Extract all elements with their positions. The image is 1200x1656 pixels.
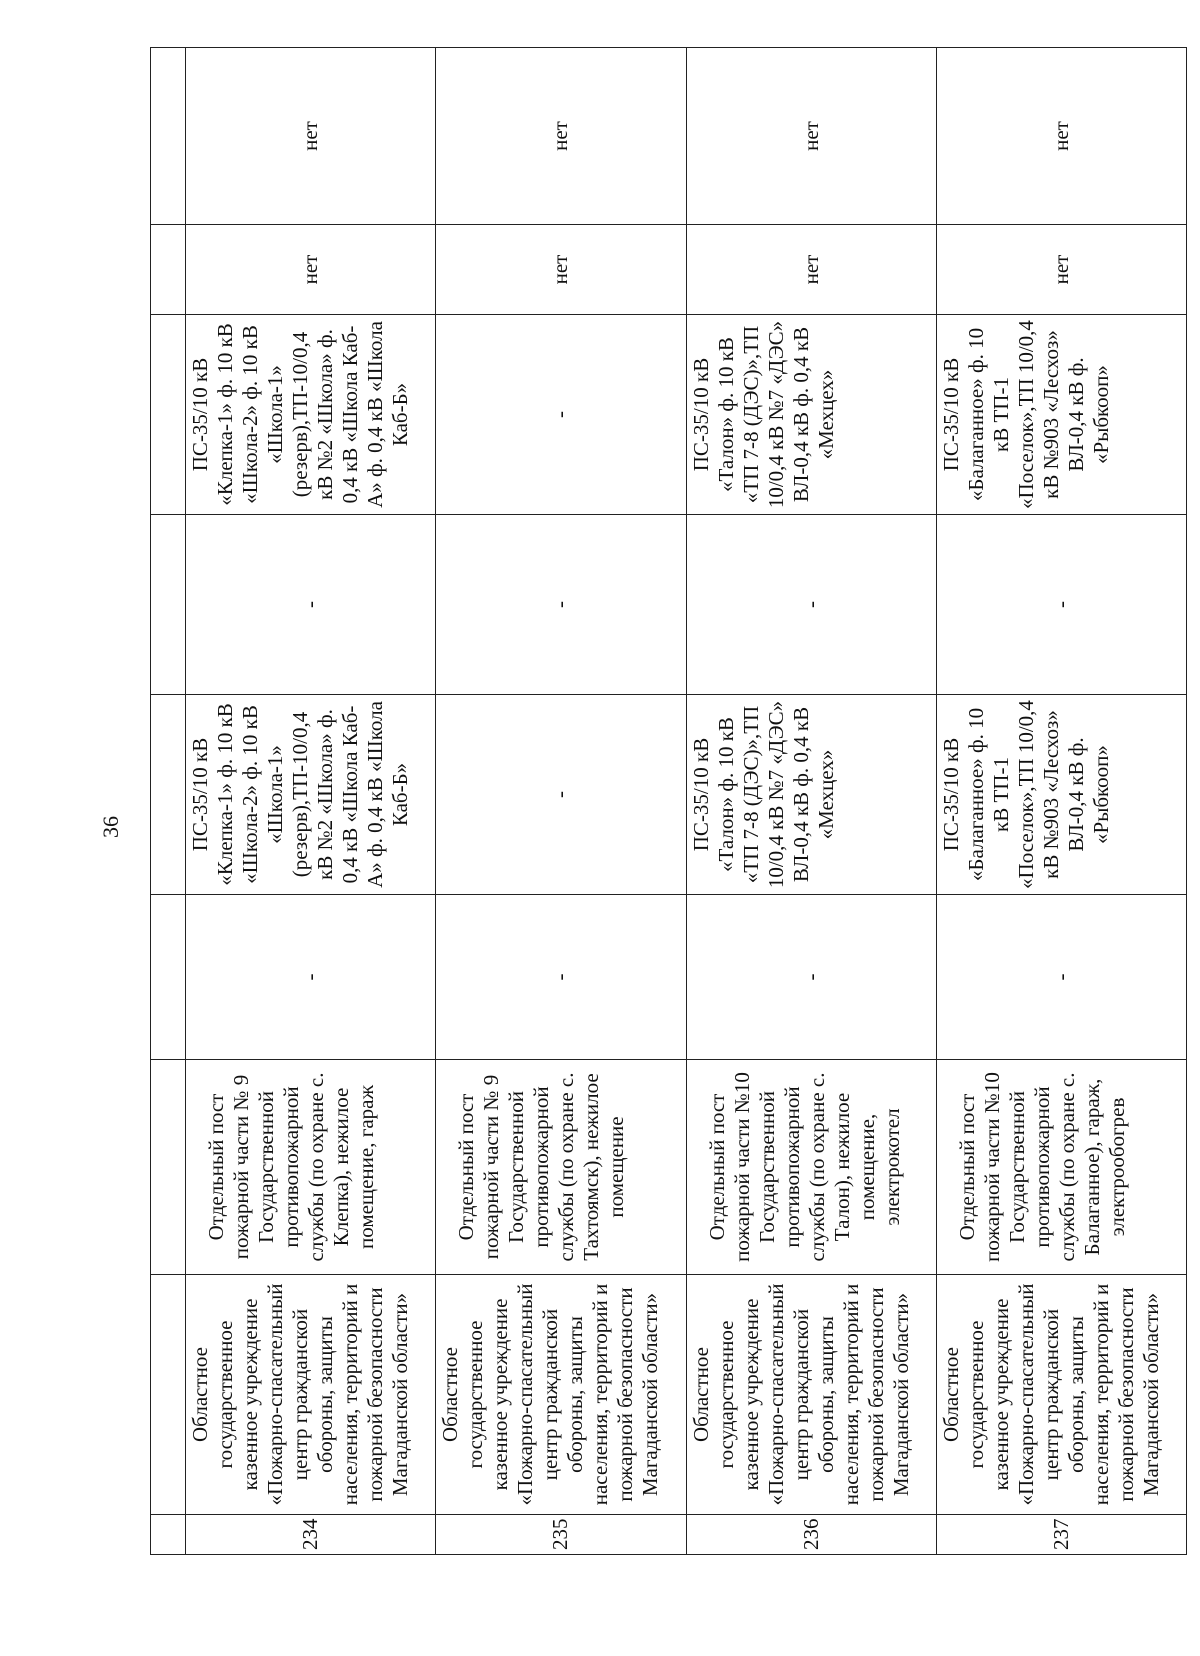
dash-cell: -	[936, 895, 1186, 1060]
net-cell: нет	[686, 48, 936, 225]
table-row	[436, 48, 686, 1555]
header-cell	[151, 1515, 186, 1555]
organization-cell: Областное государственное казенное учреждение «Пожарно-спасательный центр гражданской обороны, защиты населения, территорий и пожарной безопасности Магаданской области»	[436, 1275, 686, 1515]
power-source-cell: ПС-35/10 кВ «Клепка-1» ф. 10 кВ «Школа-2» ф. 10 кВ «Школа-1» (резерв),ТП-10/0,4 кВ №2 «Школа» ф. 0,4 кВ «Школа Каб-А» ф. 0,4 кВ «Школа Каб-Б»	[186, 315, 436, 515]
table-row	[686, 48, 936, 1555]
dash-cell: -	[686, 895, 936, 1060]
dash-cell: -	[186, 515, 436, 695]
header-cell	[151, 1275, 186, 1515]
object-cell: Отдельный пост пожарной части № 9 Государственной противопожарной службы (по охране с. Клепка), нежилое помещение, гараж	[186, 1060, 436, 1275]
net-cell: нет	[436, 48, 686, 225]
dash-cell: -	[936, 515, 1186, 695]
header-cell	[151, 315, 186, 515]
object-cell: Отдельный пост пожарной части №10 Государственной противопожарной службы (по охране с. Талон), нежилое помещение, электрокотел	[686, 1060, 936, 1275]
net-cell: нет	[936, 225, 1186, 315]
power-source-cell: ПС-35/10 кВ «Балаганное» ф. 10 кВ ТП-1 «Поселок»,ТП 10/0,4 кВ №903 «Лесхоз» ВЛ-0,4 кВ ф. «Рыбкооп»	[936, 315, 1186, 515]
header-cell	[151, 48, 186, 225]
net-cell: нет	[936, 48, 1186, 225]
row-number: 237	[936, 1515, 1186, 1555]
dash-cell: -	[686, 515, 936, 695]
object-cell: Отдельный пост пожарной части № 9 Государственной противопожарной службы (по охране с. Тахтоямск), нежилое помещение	[436, 1060, 686, 1275]
row-number: 234	[186, 1515, 436, 1555]
table-body	[151, 48, 1187, 1555]
net-cell: нет	[686, 225, 936, 315]
dash-cell: -	[186, 895, 436, 1060]
power-source-cell: -	[436, 695, 686, 895]
object-cell: Отдельный пост пожарной части №10 Государственной противопожарной службы (по охране с. Балаганное), гараж, электрообогрев	[936, 1060, 1186, 1275]
net-cell: нет	[436, 225, 686, 315]
header-cell	[151, 695, 186, 895]
header-cell	[151, 895, 186, 1060]
net-cell: нет	[186, 225, 436, 315]
power-source-cell: ПС-35/10 кВ «Балаганное» ф. 10 кВ ТП-1 «Поселок»,ТП 10/0,4 кВ №903 «Лесхоз» ВЛ-0,4 кВ ф. «Рыбкооп»	[936, 695, 1186, 895]
power-source-cell: ПС-35/10 кВ «Клепка-1» ф. 10 кВ «Школа-2» ф. 10 кВ «Школа-1» (резерв),ТП-10/0,4 кВ №2 «Школа» ф. 0,4 кВ «Школа Каб-А» ф. 0,4 кВ «Школа Каб-Б»	[186, 695, 436, 895]
data-table	[150, 47, 1187, 1555]
organization-cell: Областное государственное казенное учреждение «Пожарно-спасательный центр гражданской обороны, защиты населения, территорий и пожарной безопасности Магаданской области»	[186, 1275, 436, 1515]
header-cell	[151, 225, 186, 315]
power-source-cell: -	[436, 315, 686, 515]
power-source-cell: ПС-35/10 кВ «Талон» ф. 10 кВ «ТП 7-8 (ДЭС)»,ТП 10/0,4 кВ №7 «ДЭС» ВЛ-0,4 кВ ф. 0,4 кВ «Мехцех»	[686, 695, 936, 895]
table-row	[936, 48, 1186, 1555]
table-row	[186, 48, 436, 1555]
organization-cell: Областное государственное казенное учреждение «Пожарно-спасательный центр гражданской обороны, защиты населения, территорий и пожарной безопасности Магаданской области»	[936, 1275, 1186, 1515]
rotated-table-wrapper	[150, 48, 1187, 1555]
row-number: 235	[436, 1515, 686, 1555]
table-header-row	[151, 48, 186, 1555]
net-cell: нет	[186, 48, 436, 225]
row-number: 236	[686, 1515, 936, 1555]
dash-cell: -	[436, 515, 686, 695]
organization-cell: Областное государственное казенное учреждение «Пожарно-спасательный центр гражданской обороны, защиты населения, территорий и пожарной безопасности Магаданской области»	[686, 1275, 936, 1515]
header-cell	[151, 515, 186, 695]
page-number: 36	[98, 816, 123, 838]
dash-cell: -	[436, 895, 686, 1060]
power-source-cell: ПС-35/10 кВ «Талон» ф. 10 кВ «ТП 7-8 (ДЭС)»,ТП 10/0,4 кВ №7 «ДЭС» ВЛ-0,4 кВ ф. 0,4 кВ «Мехцех»	[686, 315, 936, 515]
header-cell	[151, 1060, 186, 1275]
